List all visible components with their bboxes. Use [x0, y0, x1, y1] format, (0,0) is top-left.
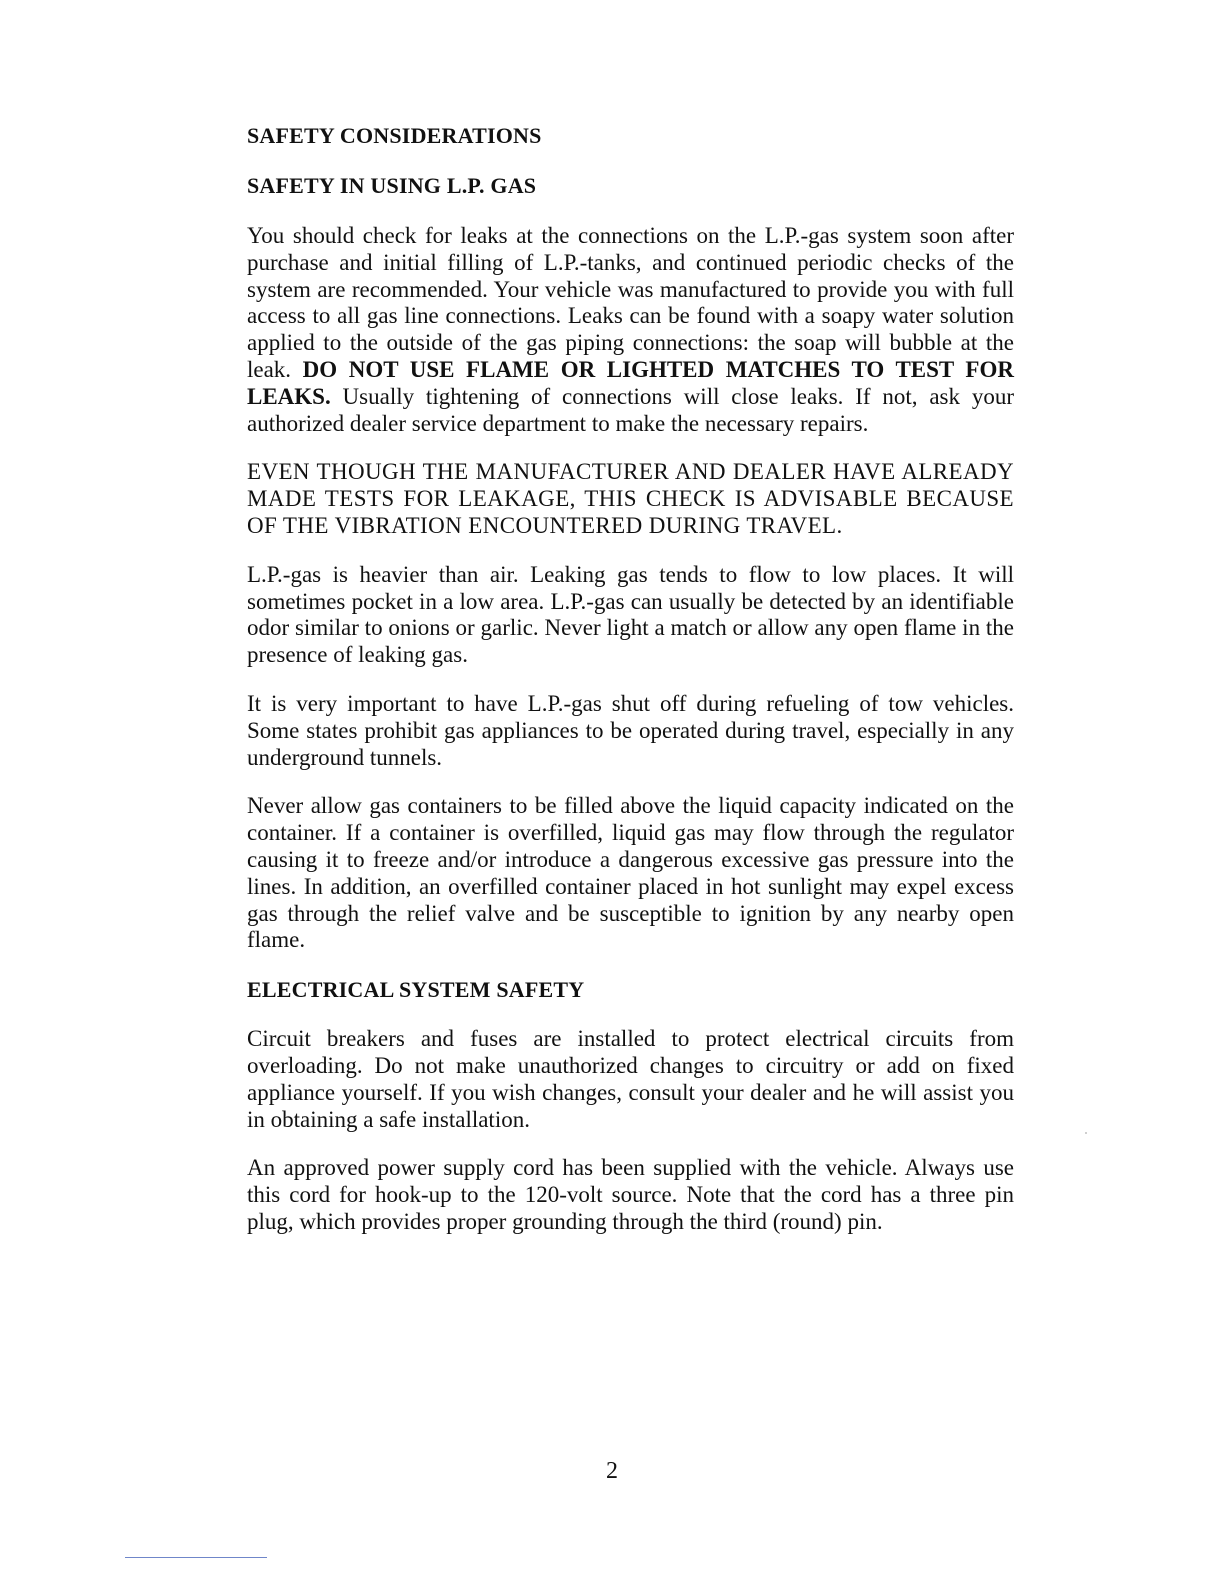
paragraph-refueling: It is very important to have L.P.-gas shut off during refueling of tow vehicles. Some states prohibit gas appliances to be operated during travel, especially in any underground tunnels. [247, 690, 1014, 770]
paragraph-circuit-breakers: Circuit breakers and fuses are installed to protect electrical circuits from overloading. Do not make unauthorized changes to circuitry or add on fixed appliance yourself. If you wish changes, consult your dealer and he will assist you in obtaining a safe installation. [247, 1026, 1014, 1132]
leak-check-text-continued: Usually tightening of connections will close leaks. If not, ask your authorized dealer service department to make the necessary repairs. [247, 383, 1014, 436]
paragraph-caps-notice: EVEN THOUGH THE MANUFACTURER AND DEALER HAVE ALREADY MADE TESTS FOR LEAKAGE, THIS CHECK IS ADVISABLE BECAUSE OF THE VIBRATION ENCOUNTERED DURING TRAVEL. [247, 459, 1014, 538]
scan-speck [1085, 1132, 1087, 1134]
paragraph-gas-properties: L.P.-gas is heavier than air. Leaking gas tends to flow to low places. It will sometimes pocket in a low area. L.P.-gas can usually be detected by an identifiable odor similar to onions or garlic. Never light a match or allow any open flame in the presence of leaking gas. [247, 561, 1014, 668]
paragraph-power-cord: An approved power supply cord has been supplied with the vehicle. Always use this cord for hook-up to the 120-volt source. Note that the cord has a three pin plug, which provides proper grounding through the third (round) pin. [247, 1155, 1014, 1234]
paragraph-overfill: Never allow gas containers to be filled above the liquid capacity indicated on the container. If a container is overfilled, liquid gas may flow through the regulator causing it to freeze and/or introduce a dangerous excessive gas pressure into the lines. In addition, an overfilled container placed in hot sunlight may expel excess gas through the relief valve and be susceptible to ignition by any nearby open flame. [247, 793, 1014, 953]
subsection-title-electrical: ELECTRICAL SYSTEM SAFETY [247, 977, 585, 1003]
flame-warning: DO NOT USE FLAME OR LIGHTED MATCHES TO TEST FOR LEAKS. [247, 356, 1014, 409]
section-title-safety-considerations: SAFETY CONSIDERATIONS [247, 123, 542, 148]
footnote-rule [125, 1557, 267, 1558]
document-body [247, 122, 1014, 1258]
leak-check-text: You should check for leaks at the connections on the L.P.-gas system soon after purchase and initial filling of L.P.-tanks, and continued periodic checks of the system are recommended. Your vehicle was manufactured to provide you with full access to all gas line connections. Leaks can be found with a soapy water solution applied to the outside of the gas piping connections: the soap will bubble at the leak. [247, 223, 1014, 382]
paragraph-leak-check [247, 223, 1014, 437]
subsection-title-lp-gas: SAFETY IN USING L.P. GAS [247, 173, 537, 198]
page-number: 2 [606, 1458, 618, 1484]
